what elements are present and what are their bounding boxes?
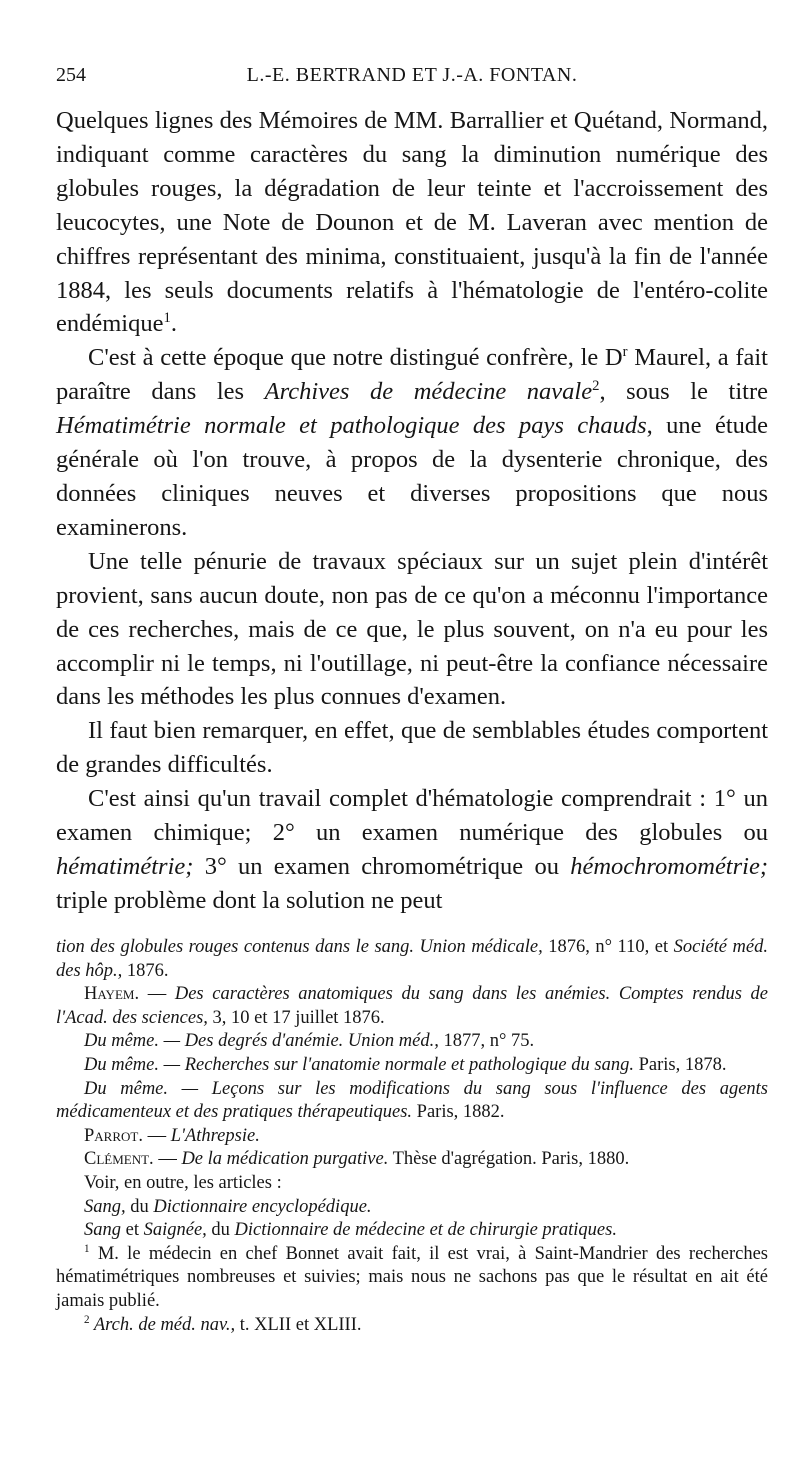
note-term: Saignée, xyxy=(143,1220,207,1241)
footnote-1-text: M. le médecin en chef Bonnet avait fait, il est vrai, à Saint-Mandrier des recherches hématimétriques nombreuses et suivies; mais nous ne sachons pas que le résultat en ait été jamais publié. xyxy=(56,1243,768,1311)
note-details: Thèse d'agrégation. Paris, 1880. xyxy=(388,1149,630,1170)
body-text xyxy=(56,104,768,918)
footnotes xyxy=(56,936,768,1337)
note-1-title: tion des globules rouges contenus dans le sang. Union médicale, xyxy=(56,937,543,957)
paragraph-2-text-d: , une étude générale où l'on trouve, à propos de la dysenterie chronique, des données cliniques neuves et diverses propositions que nous examinerons. xyxy=(56,412,769,541)
running-title: L.-E. BERTRAND ET J.-A. FONTAN. xyxy=(246,64,578,86)
note-dash: — xyxy=(153,1149,182,1170)
term-hematimetrie: hématimétrie; xyxy=(56,852,194,880)
note-term: Sang xyxy=(84,1220,121,1241)
footnote-2 xyxy=(56,1314,768,1338)
paragraph-1-text: Quelques lignes des Mémoires de MM. Barrallier et Quétand, Normand, indiquant comme caractères du sang la diminution numérique des globules rouges, la dégradation de leur teinte et l'accroissement des leucocytes, une Note de Dounon et de M. Laveran avec mention de chiffres représentant des minima, constituaient, jusqu'à la fin de l'année 1884, les seuls documents relatifs à l'hématologie de l'entéro-colite endémique xyxy=(56,107,768,338)
note-title: L'Athrepsie. xyxy=(170,1125,260,1146)
note-title: Du même. — Des degrés d'anémie. Union méd., xyxy=(84,1031,439,1052)
journal-title: Archives de médecine navale xyxy=(264,378,593,406)
note-author: Clément. xyxy=(84,1149,154,1170)
paragraph-5-text-c: triple problème dont la solution ne peut xyxy=(56,886,443,914)
note-details: Paris, 1882. xyxy=(412,1102,505,1123)
paragraph-5-text-b: 3° un examen chromométrique ou xyxy=(193,852,571,880)
paragraph-1 xyxy=(56,104,768,341)
note-1-text: 1876, n° 110, et xyxy=(542,937,674,957)
note-author: Parrot. xyxy=(84,1125,143,1146)
note-1-year: 1876. xyxy=(122,960,169,981)
note-1-journal: Société méd. des hôp., xyxy=(56,937,768,981)
page-header xyxy=(56,64,768,94)
note-title: Du même. — Recherches sur l'anatomie normale et pathologique du sang. xyxy=(84,1054,634,1075)
note-details: 3, 10 et 17 juillet 1876. xyxy=(207,1007,385,1028)
note-dash: — xyxy=(139,984,175,1005)
footnote-mark-1: 1 xyxy=(84,1242,90,1255)
note-parrot xyxy=(56,1125,768,1149)
paragraph-4: Il faut bien remarquer, en effet, que de semblables études comportent de grandes difficultés. xyxy=(56,717,768,779)
note-continuation xyxy=(56,936,768,983)
note-du-meme-2 xyxy=(56,1054,768,1078)
paragraph-2 xyxy=(56,341,768,544)
term-hemochromometrie: hémochromométrie; xyxy=(570,852,768,880)
note-title: Du même. — Leçons sur les modifications du sang sous l'influence des agents médicamenteux et des pratiques thérapeutiques. xyxy=(56,1078,768,1123)
note-clement xyxy=(56,1148,768,1172)
doctor-abbrev-sup: r xyxy=(622,344,628,361)
paragraph-2-text-b: Maurel, a fait paraître dans les xyxy=(56,344,768,406)
note-du-meme-3 xyxy=(56,1078,768,1125)
note-title: Des caractères anatomiques du sang dans les anémies. Comptes rendus de l'Acad. des sciences, xyxy=(56,984,768,1028)
note-text: du xyxy=(206,1220,235,1241)
footnote-ref-2: 2 xyxy=(592,378,600,395)
note-sang xyxy=(56,1196,768,1220)
page-number: 254 xyxy=(56,64,86,86)
paragraph-2-text-c: , sous le titre xyxy=(599,378,768,406)
note-hayem xyxy=(56,983,768,1030)
note-dash: — xyxy=(142,1125,171,1146)
paragraph-1-end: . xyxy=(170,310,177,338)
paragraph-5-text-a: C'est ainsi qu'un travail complet d'hématologie comprendrait : 1° un examen chimique; 2° un examen numérique des globules ou xyxy=(56,785,768,847)
note-voir: Voir, en outre, les articles : xyxy=(84,1172,282,1193)
paragraph-2-text-a: C'est à cette époque que notre distingué confrère, le D xyxy=(88,344,623,372)
footnote-2-text: t. XLII et XLIII. xyxy=(235,1314,362,1335)
note-details: 1877, n° 75. xyxy=(438,1031,535,1052)
note-author: Hayem. xyxy=(84,984,140,1005)
footnote-ref-1: 1 xyxy=(163,310,171,327)
note-sang-saignee xyxy=(56,1219,768,1243)
paragraph-5 xyxy=(56,782,768,918)
note-du-meme-1 xyxy=(56,1030,768,1054)
note-title: Dictionnaire de médecine et de chirurgie pratiques. xyxy=(234,1220,617,1241)
note-term: Sang, xyxy=(84,1196,126,1217)
footnote-2-journal: Arch. de méd. nav., xyxy=(89,1314,236,1335)
footnote-1 xyxy=(56,1243,768,1314)
note-details: Paris, 1878. xyxy=(633,1054,727,1075)
study-title: Hématimétrie normale et pathologique des pays chauds xyxy=(56,412,647,440)
note-text: et xyxy=(121,1220,144,1241)
note-title: Dictionnaire encyclopédique. xyxy=(153,1196,372,1217)
paragraph-3: Une telle pénurie de travaux spéciaux sur un sujet plein d'intérêt provient, sans aucun doute, non pas de ce qu'on a méconnu l'importance de ces recherches, mais de ce que, le plus souvent, on n'a eu pour les accomplir ni le temps, ni l'outillage, ni peut-être la confiance nécessaire dans les méthodes les plus connues d'examen. xyxy=(56,547,768,711)
footnote-mark-2: 2 xyxy=(84,1313,90,1326)
note-text: du xyxy=(125,1196,154,1217)
note-title: De la médication purgative. xyxy=(181,1149,389,1170)
